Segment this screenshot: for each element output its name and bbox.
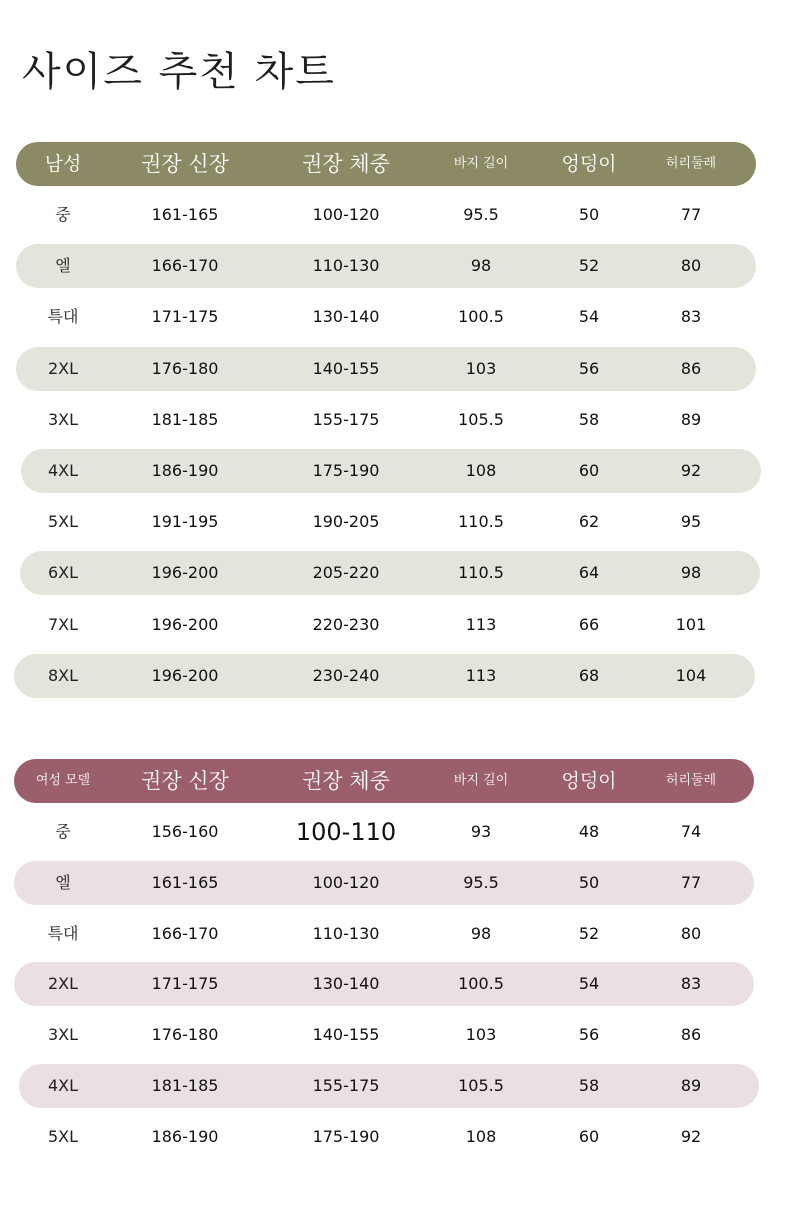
cell-height: 176-180 xyxy=(151,1025,219,1045)
cell-weight: 155-175 xyxy=(312,1076,380,1095)
table-row xyxy=(0,449,790,493)
cell-size: 7XL xyxy=(47,614,79,634)
table-row xyxy=(0,551,790,595)
men-table-header xyxy=(16,142,756,186)
cell-pants-length: 105.5 xyxy=(458,1076,504,1095)
cell-hip: 52 xyxy=(578,256,600,276)
cell-waist: 83 xyxy=(680,307,702,327)
cell-weight: 110-130 xyxy=(312,923,380,943)
cell-pants-length: 105.5 xyxy=(458,409,504,429)
table-row xyxy=(0,244,790,288)
cell-hip: 60 xyxy=(578,461,600,480)
cell-hip: 64 xyxy=(578,563,600,583)
row-band xyxy=(16,347,756,391)
cell-pants-length: 93 xyxy=(470,822,492,841)
cell-weight: 100-110 xyxy=(295,818,397,846)
cell-height: 161-165 xyxy=(151,205,219,224)
cell-hip: 50 xyxy=(578,205,600,224)
cell-weight: 175-190 xyxy=(312,461,380,480)
cell-pants-length: 95.5 xyxy=(463,205,499,224)
cell-waist: 86 xyxy=(680,1025,702,1045)
cell-weight: 130-140 xyxy=(312,307,380,327)
header-weight: 권장 체중 xyxy=(302,152,390,176)
cell-weight: 230-240 xyxy=(312,665,380,685)
women-table-header xyxy=(14,759,754,803)
row-band xyxy=(14,962,754,1006)
cell-hip: 58 xyxy=(578,1076,600,1095)
cell-waist: 80 xyxy=(680,256,702,276)
cell-height: 181-185 xyxy=(151,1076,219,1095)
header-waist: 허리둘레 xyxy=(665,773,717,788)
cell-height: 196-200 xyxy=(151,665,219,685)
header-pants-length: 바지 길이 xyxy=(453,156,509,171)
cell-weight: 110-130 xyxy=(312,256,380,276)
cell-size: 엘 xyxy=(55,256,71,276)
cell-height: 191-195 xyxy=(151,512,219,532)
cell-hip: 50 xyxy=(578,872,600,892)
cell-pants-length: 98 xyxy=(470,256,492,276)
row-band xyxy=(20,551,760,595)
cell-size: 특대 xyxy=(47,307,79,327)
cell-pants-length: 103 xyxy=(465,1025,497,1045)
cell-pants-length: 110.5 xyxy=(458,563,504,583)
table-row xyxy=(0,193,790,237)
cell-size: 중 xyxy=(55,822,71,841)
cell-size: 중 xyxy=(55,205,71,224)
cell-weight: 205-220 xyxy=(312,563,380,583)
table-row xyxy=(0,347,790,391)
cell-weight: 130-140 xyxy=(312,974,380,994)
cell-weight: 100-120 xyxy=(312,205,380,224)
cell-height: 196-200 xyxy=(151,614,219,634)
cell-waist: 92 xyxy=(680,1126,702,1146)
table-row xyxy=(0,654,790,698)
table-row xyxy=(0,1115,790,1159)
cell-hip: 60 xyxy=(578,1126,600,1146)
cell-weight: 140-155 xyxy=(312,358,380,378)
cell-height: 186-190 xyxy=(151,1126,219,1146)
table-row xyxy=(0,912,790,956)
header-pants-length: 바지 길이 xyxy=(453,773,509,788)
cell-size: 3XL xyxy=(47,1025,79,1045)
cell-pants-length: 98 xyxy=(470,923,492,943)
cell-waist: 86 xyxy=(680,358,702,378)
header-size: 여성 모델 xyxy=(35,773,91,788)
cell-waist: 89 xyxy=(680,1076,702,1095)
cell-size: 5XL xyxy=(47,1126,79,1146)
header-height: 권장 신장 xyxy=(141,152,229,176)
cell-weight: 190-205 xyxy=(312,512,380,532)
cell-hip: 58 xyxy=(578,409,600,429)
cell-size: 6XL xyxy=(47,563,79,583)
cell-waist: 77 xyxy=(680,205,702,224)
cell-waist: 74 xyxy=(680,822,702,841)
table-row xyxy=(0,500,790,544)
cell-size: 엘 xyxy=(55,872,71,892)
cell-height: 166-170 xyxy=(151,923,219,943)
cell-waist: 101 xyxy=(675,614,707,634)
cell-weight: 175-190 xyxy=(312,1126,380,1146)
cell-hip: 54 xyxy=(578,307,600,327)
row-band xyxy=(14,861,754,905)
cell-waist: 83 xyxy=(680,974,702,994)
table-row xyxy=(0,1064,790,1108)
table-row xyxy=(0,295,790,339)
row-band xyxy=(21,449,761,493)
cell-size: 8XL xyxy=(47,665,79,685)
header-hip: 엉덩이 xyxy=(561,770,617,792)
cell-hip: 56 xyxy=(578,1025,600,1045)
table-row xyxy=(0,810,790,854)
cell-waist: 92 xyxy=(680,461,702,480)
cell-pants-length: 100.5 xyxy=(458,307,504,327)
cell-weight: 140-155 xyxy=(312,1025,380,1045)
table-row xyxy=(0,861,790,905)
page-title: 사이즈 추천 차트 xyxy=(22,49,336,95)
cell-size: 2XL xyxy=(47,974,79,994)
cell-height: 156-160 xyxy=(151,822,219,841)
cell-size: 4XL xyxy=(47,461,79,480)
cell-waist: 77 xyxy=(680,872,702,892)
cell-pants-length: 108 xyxy=(465,1126,497,1146)
cell-height: 181-185 xyxy=(151,409,219,429)
cell-hip: 54 xyxy=(578,974,600,994)
header-hip: 엉덩이 xyxy=(561,153,617,175)
cell-pants-length: 100.5 xyxy=(458,974,504,994)
cell-size: 5XL xyxy=(47,512,79,532)
cell-hip: 48 xyxy=(578,822,600,841)
cell-size: 특대 xyxy=(47,923,79,943)
cell-height: 171-175 xyxy=(151,974,219,994)
cell-waist: 95 xyxy=(680,512,702,532)
cell-hip: 66 xyxy=(578,614,600,634)
table-row xyxy=(0,962,790,1006)
row-band xyxy=(16,244,756,288)
table-row xyxy=(0,1013,790,1057)
cell-pants-length: 110.5 xyxy=(458,512,504,532)
cell-pants-length: 108 xyxy=(465,461,497,480)
header-height: 권장 신장 xyxy=(141,769,229,793)
cell-height: 161-165 xyxy=(151,872,219,892)
cell-waist: 89 xyxy=(680,409,702,429)
cell-height: 171-175 xyxy=(151,307,219,327)
cell-weight: 155-175 xyxy=(312,409,380,429)
cell-size: 3XL xyxy=(47,409,79,429)
cell-pants-length: 95.5 xyxy=(463,872,499,892)
header-size: 남성 xyxy=(44,153,82,175)
cell-pants-length: 103 xyxy=(465,358,497,378)
cell-hip: 62 xyxy=(578,512,600,532)
cell-waist: 98 xyxy=(680,563,702,583)
header-weight: 권장 체중 xyxy=(302,769,390,793)
header-waist: 허리둘레 xyxy=(665,156,717,171)
cell-height: 176-180 xyxy=(151,358,219,378)
cell-hip: 56 xyxy=(578,358,600,378)
row-band xyxy=(19,1064,759,1108)
cell-hip: 68 xyxy=(578,665,600,685)
table-row xyxy=(0,398,790,442)
cell-size: 2XL xyxy=(47,358,79,378)
cell-waist: 80 xyxy=(680,923,702,943)
row-band xyxy=(14,654,755,698)
cell-weight: 220-230 xyxy=(312,614,380,634)
cell-pants-length: 113 xyxy=(465,614,497,634)
table-row xyxy=(0,603,790,647)
cell-height: 186-190 xyxy=(151,461,219,480)
cell-size: 4XL xyxy=(47,1076,79,1095)
cell-hip: 52 xyxy=(578,923,600,943)
cell-waist: 104 xyxy=(675,665,707,685)
cell-height: 166-170 xyxy=(151,256,219,276)
cell-weight: 100-120 xyxy=(312,872,380,892)
cell-pants-length: 113 xyxy=(465,665,497,685)
cell-height: 196-200 xyxy=(151,563,219,583)
